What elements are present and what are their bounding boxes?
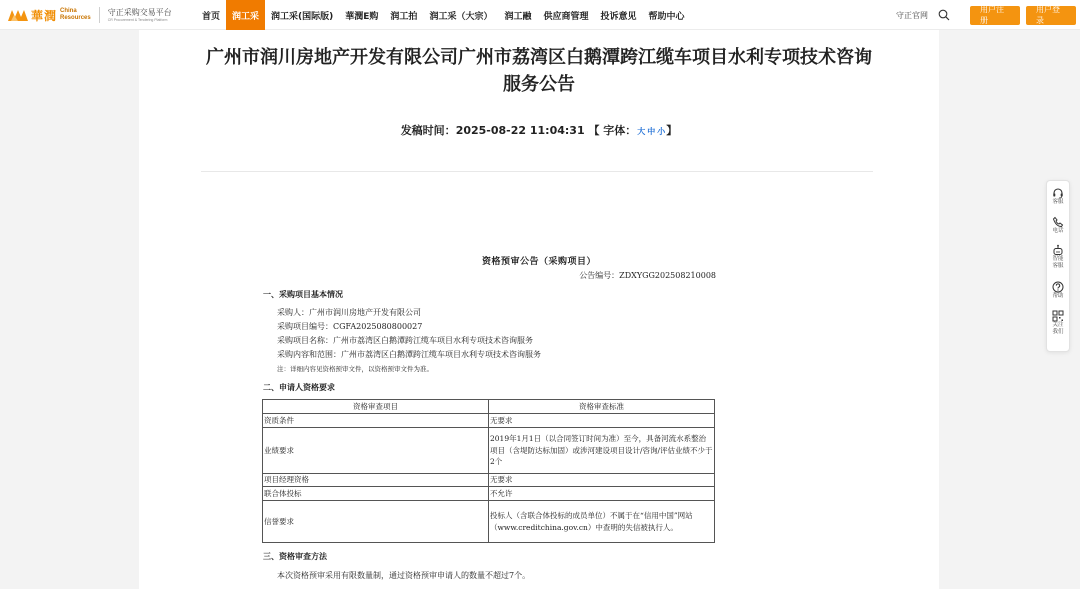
font-size-small-link[interactable]: 小 bbox=[657, 127, 666, 136]
follow-us-label-2: 我们 bbox=[1052, 329, 1064, 335]
official-site-link[interactable]: 守正官网 bbox=[896, 10, 928, 20]
nav-item-1[interactable]: 润工采 bbox=[226, 0, 265, 30]
font-size-large-link[interactable]: 大 bbox=[637, 127, 646, 136]
register-button[interactable]: 用户注册 bbox=[970, 6, 1020, 25]
customer-service-label: 客服 bbox=[1052, 199, 1064, 205]
main-nav bbox=[196, 0, 691, 30]
project-number: 采购项目编号：CGFA2025080800027 bbox=[277, 322, 423, 331]
table-row bbox=[263, 501, 715, 543]
nav-item-2[interactable]: 润工采(国际版) bbox=[271, 11, 334, 22]
logo-english-line1: China bbox=[60, 8, 77, 14]
table-cell-standard: 不允许 bbox=[489, 487, 715, 501]
nav-item-7[interactable]: 供应商管理 bbox=[543, 11, 589, 22]
font-size-end: 】 bbox=[666, 124, 678, 137]
help-button[interactable] bbox=[1047, 281, 1069, 300]
table-header-item: 资格审查项目 bbox=[263, 400, 489, 414]
nav-item-8[interactable]: 投诉意见 bbox=[600, 11, 637, 22]
publish-time-label: 发稿时间： bbox=[400, 124, 456, 137]
table-row bbox=[263, 414, 715, 428]
platform-name-cn: 守正采购交易平台 bbox=[107, 7, 172, 17]
platform-name bbox=[108, 8, 172, 23]
login-button[interactable]: 用户登录 bbox=[1026, 6, 1076, 25]
nav-item-9[interactable]: 帮助中心 bbox=[648, 11, 685, 22]
table-cell-item: 联合体投标 bbox=[263, 487, 489, 501]
robot-icon bbox=[1052, 244, 1064, 256]
smart-service-button[interactable] bbox=[1047, 244, 1069, 270]
top-header bbox=[0, 0, 1080, 30]
doc-note: 注：详细内容见资格预审文件，以资格预审文件为准。 bbox=[277, 365, 433, 373]
table-cell-item: 业绩要求 bbox=[263, 428, 489, 474]
table-cell-item: 信誉要求 bbox=[263, 501, 489, 543]
smart-service-label-1: 智能 bbox=[1052, 256, 1064, 262]
table-row bbox=[263, 474, 715, 487]
platform-name-en: CR Procurement & Tendering Platform bbox=[107, 17, 168, 22]
table-row bbox=[263, 428, 715, 474]
qualification-table bbox=[262, 399, 715, 543]
table-cell-standard: 投标人（含联合体投标的成员单位）不属于在“信用中国”网站（www.creditchina.gov.cn）中查明的失信被执行人。 bbox=[489, 501, 715, 543]
china-resources-logo-icon bbox=[8, 7, 28, 23]
follow-us-label-1: 关注 bbox=[1052, 322, 1064, 328]
table-header-row bbox=[263, 400, 715, 414]
logo-english-text bbox=[60, 8, 91, 22]
qr-code-icon bbox=[1052, 310, 1064, 322]
review-method: 本次资格预审采用有限数量制，通过资格预审申请人的数量不超过7个。 bbox=[277, 571, 531, 580]
customer-service-button[interactable] bbox=[1047, 187, 1069, 206]
project-name: 采购项目名称：广州市荔湾区白鹅潭跨江缆车项目水利专项技术咨询服务 bbox=[277, 336, 533, 345]
font-size-label: 【 字体： bbox=[588, 124, 637, 137]
smart-service-label-2: 客服 bbox=[1052, 263, 1064, 269]
table-cell-item: 资质条件 bbox=[263, 414, 489, 428]
help-icon bbox=[1052, 281, 1064, 293]
follow-us-button[interactable] bbox=[1047, 310, 1069, 336]
article-meta bbox=[139, 122, 939, 138]
article-panel bbox=[139, 30, 939, 589]
logo-chinese-text: 華潤 bbox=[31, 8, 58, 23]
nav-item-3[interactable]: 華潤E购 bbox=[345, 11, 379, 22]
project-scope: 采购内容和范围：广州市荔湾区白鹅潭跨江缆车项目水利专项技术咨询服务 bbox=[277, 350, 541, 359]
section-1-heading: 一、采购项目基本情况 bbox=[263, 289, 343, 299]
nav-item-0[interactable]: 首页 bbox=[202, 11, 221, 22]
table-header-standard: 资格审查标准 bbox=[489, 400, 715, 414]
help-label: 帮助 bbox=[1052, 293, 1064, 299]
table-cell-item: 项目经理资格 bbox=[263, 474, 489, 487]
doc-title: 资格预审公告（采购项目） bbox=[481, 257, 596, 267]
section-3-heading: 三、资格审查方法 bbox=[263, 551, 327, 561]
publish-time: 2025-08-22 11:04:31 bbox=[455, 124, 585, 137]
section-2-heading: 二、申请人资格要求 bbox=[263, 382, 335, 392]
headset-icon bbox=[1052, 187, 1064, 199]
floating-toolbar bbox=[1046, 180, 1070, 352]
logo-divider bbox=[99, 7, 100, 23]
nav-item-5[interactable]: 润工采（大宗） bbox=[429, 11, 493, 22]
phone-label: 电话 bbox=[1052, 228, 1064, 234]
article-title: 广州市润川房地产开发有限公司广州市荔湾区白鹅潭跨江缆车项目水利专项技术咨询服务公告 bbox=[206, 47, 872, 95]
logo-english-line2: Resources bbox=[60, 15, 91, 21]
china-resources-logo[interactable] bbox=[8, 4, 172, 26]
nav-item-4[interactable]: 润工拍 bbox=[390, 11, 418, 22]
table-cell-standard: 无要求 bbox=[489, 414, 715, 428]
table-cell-standard: 无要求 bbox=[489, 474, 715, 487]
table-cell-standard: 2019年1月1日（以合同签订时间为准）至今，具备河流水系整治项目（含堤防达标加固）或涉河建设项目设计/咨询/评估业绩不少于2个 bbox=[489, 428, 715, 474]
table-row bbox=[263, 487, 715, 501]
meta-divider bbox=[201, 171, 873, 172]
header-actions bbox=[896, 0, 1076, 30]
phone-button[interactable] bbox=[1047, 216, 1069, 235]
purchaser: 采购人：广州市润川房地产开发有限公司 bbox=[277, 308, 421, 317]
announcement-code: 公告编号：ZDXYGG202508210008 bbox=[579, 271, 716, 280]
font-size-medium-link[interactable]: 中 bbox=[647, 127, 656, 136]
search-icon[interactable] bbox=[936, 7, 952, 23]
phone-icon bbox=[1052, 216, 1064, 228]
nav-item-6[interactable]: 润工融 bbox=[504, 11, 532, 22]
